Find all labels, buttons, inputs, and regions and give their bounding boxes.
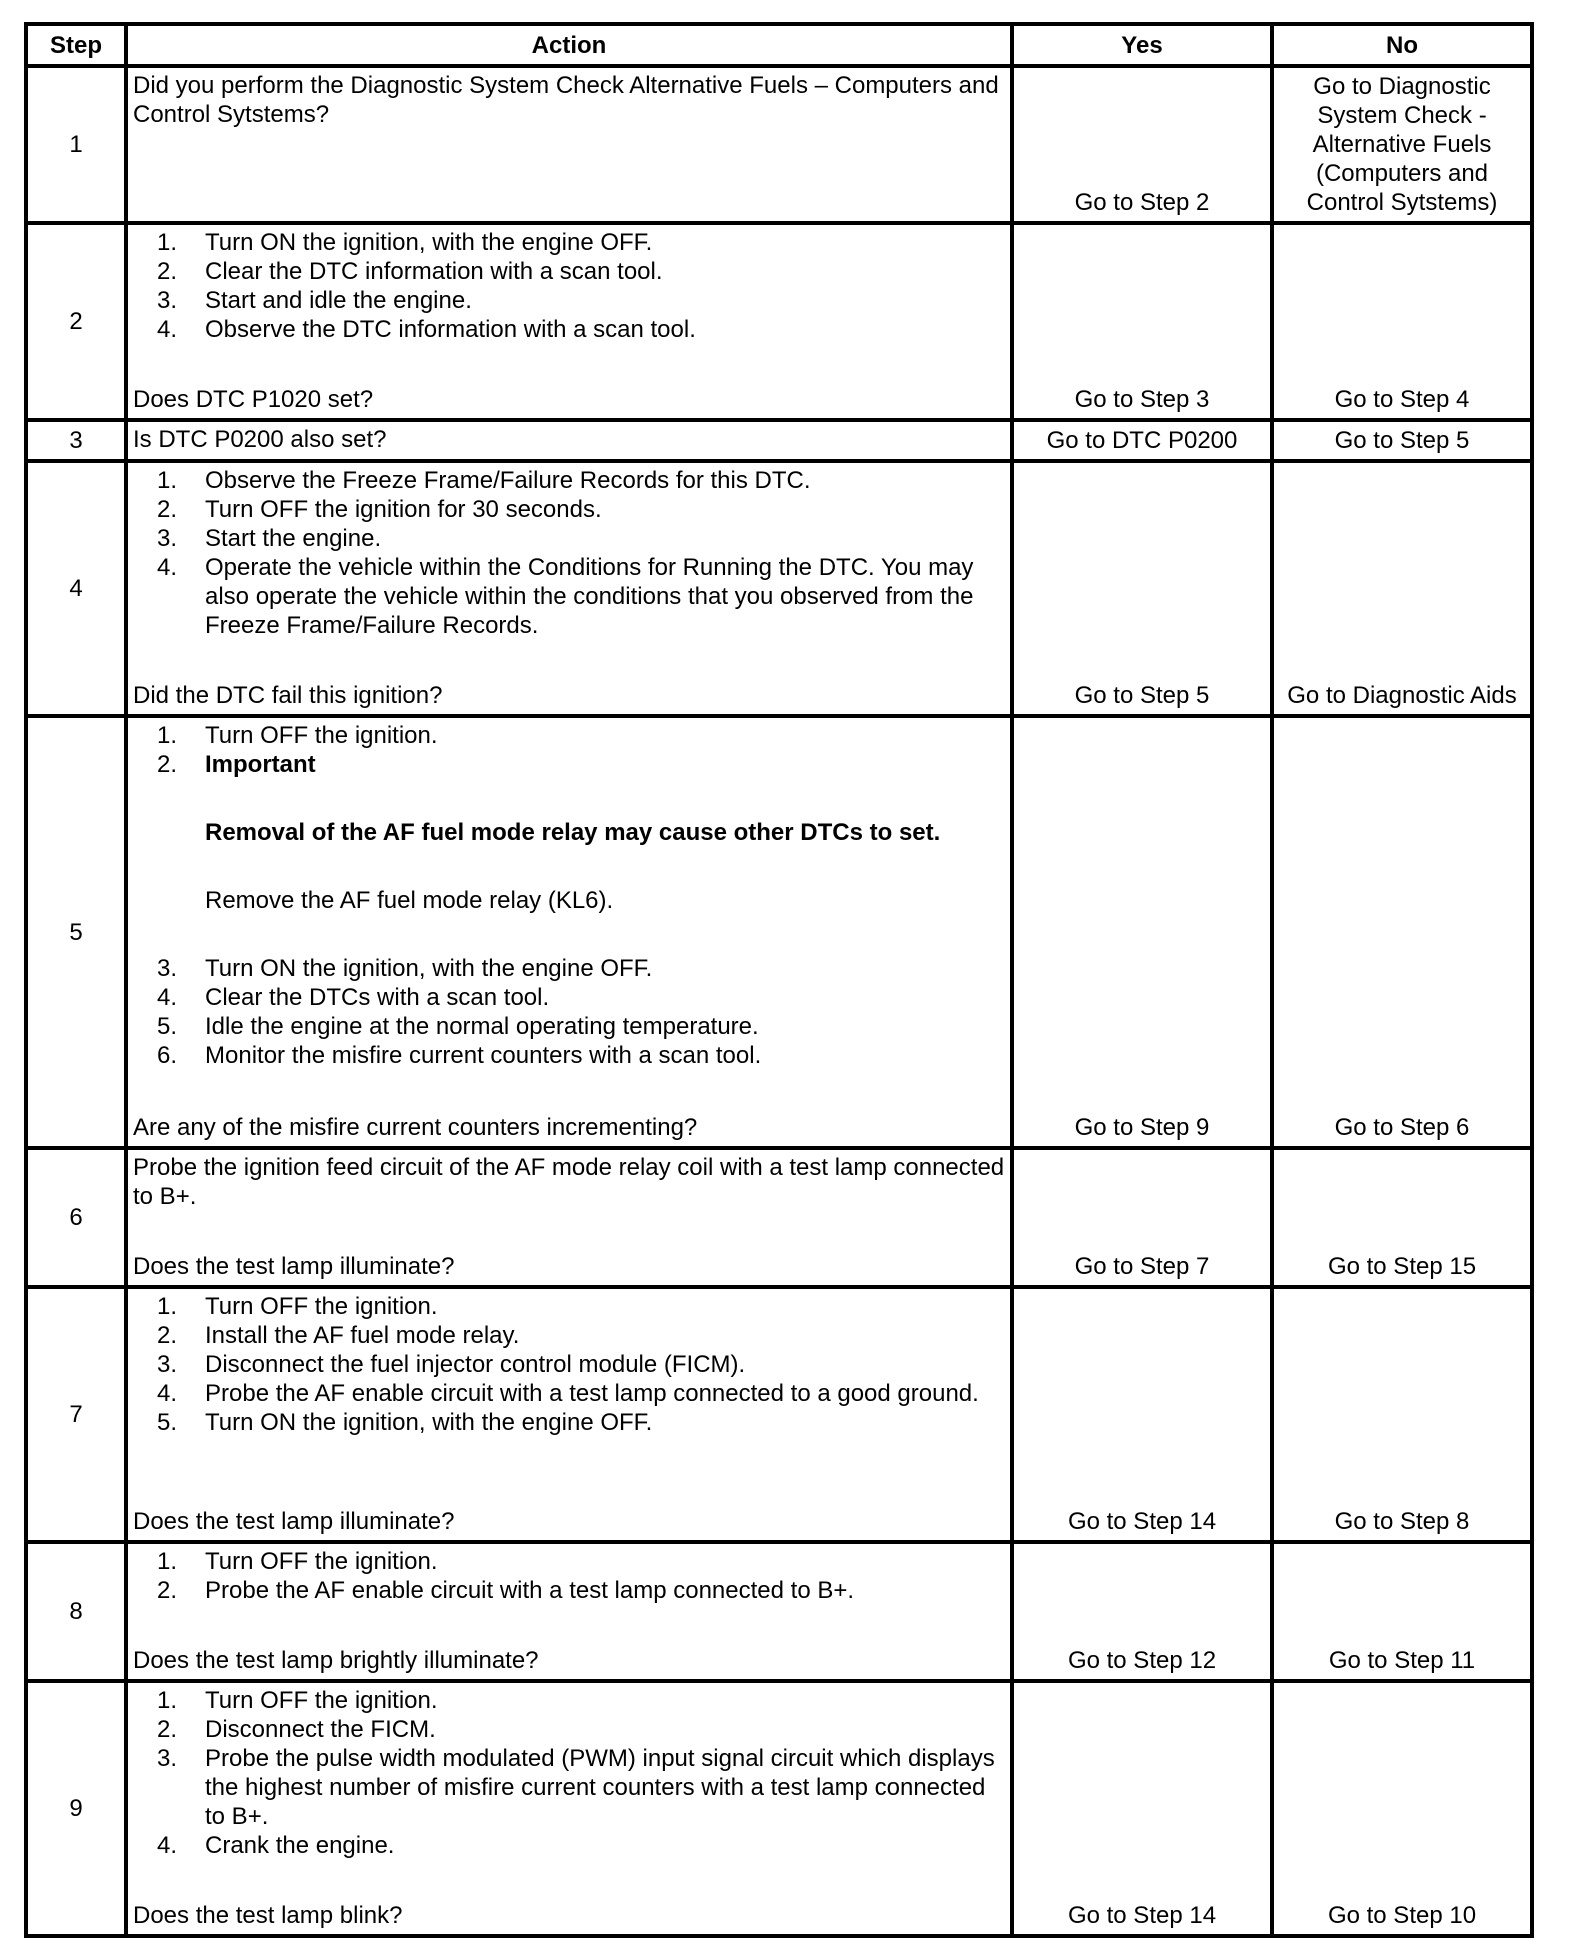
action-step: 2. Probe the AF enable circuit with a test lamp connected to B+.	[156, 1577, 855, 1604]
action-question: Does the test lamp illuminate?	[133, 1253, 455, 1280]
action-cell	[126, 66, 1012, 223]
action-cell	[126, 1148, 1012, 1287]
action-step: 4. Operate the vehicle within the Conditions for Running the DTC. You may also operate the vehicle within the conditions that you observed from the Freeze Frame/Failure Records.	[156, 554, 974, 639]
yes-cell: Go to Step 12	[1012, 1542, 1272, 1681]
action-intro: Probe the ignition feed circuit of the AF mode relay coil with a test lamp connected to B+.	[133, 1154, 1005, 1210]
action-question: Are any of the misfire current counters incrementing?	[133, 1114, 698, 1141]
action-step: 2. Clear the DTC information with a scan tool.	[156, 258, 663, 285]
header-no: No	[1272, 24, 1532, 66]
no-cell: Go to Diagnostic System Check - Alternative Fuels (Computers and Control Sytstems)	[1272, 66, 1532, 223]
action-step: 1. Turn OFF the ignition.	[156, 1548, 438, 1575]
step-number: 1	[26, 66, 126, 223]
action-step: 4. Probe the AF enable circuit with a test lamp connected to a good ground.	[156, 1380, 979, 1407]
action-step: 3. Start the engine.	[156, 525, 382, 552]
no-cell: Go to Step 4	[1272, 223, 1532, 420]
table-row	[26, 66, 1532, 223]
important-note: Removal of the AF fuel mode relay may cause other DTCs to set.	[205, 819, 941, 846]
header-row	[26, 24, 1532, 66]
action-step: 5. Idle the engine at the normal operating temperature.	[156, 1013, 759, 1040]
action-step: 2. Turn OFF the ignition for 30 seconds.	[156, 496, 602, 523]
action-step: 3. Disconnect the fuel injector control module (FICM).	[156, 1351, 746, 1378]
action-cell	[126, 223, 1012, 420]
table-row	[26, 1148, 1532, 1287]
action-step: 3. Probe the pulse width modulated (PWM) input signal circuit which displays the highest number of misfire current counters with a test lamp connected to B+.	[156, 1745, 995, 1830]
action-cell	[126, 420, 1012, 461]
step-number: 6	[26, 1148, 126, 1287]
step-number: 8	[26, 1542, 126, 1681]
yes-cell: Go to Step 5	[1012, 461, 1272, 716]
action-question: Does DTC P1020 set?	[133, 386, 374, 413]
action-step: 6. Monitor the misfire current counters with a scan tool.	[156, 1042, 762, 1069]
table-row	[26, 420, 1532, 461]
action-question: Is DTC P0200 also set?	[133, 426, 387, 453]
yes-cell: Go to Step 2	[1012, 66, 1272, 223]
action-step: 1. Turn OFF the ignition.	[156, 1293, 438, 1320]
action-step: 2. Important Removal of the AF fuel mode relay may cause other DTCs to set. Remove the AF fuel mode relay (KL6).	[133, 750, 1006, 954]
diagnostic-table	[24, 22, 1534, 1938]
action-step: 1. Observe the Freeze Frame/Failure Records for this DTC.	[156, 467, 811, 494]
yes-cell: Go to Step 14	[1012, 1681, 1272, 1936]
action-question: Did the DTC fail this ignition?	[133, 682, 443, 709]
yes-cell: Go to DTC P0200	[1012, 420, 1272, 461]
table-row	[26, 223, 1532, 420]
no-cell: Go to Diagnostic Aids	[1272, 461, 1532, 716]
action-cell	[126, 1542, 1012, 1681]
header-action: Action	[126, 24, 1012, 66]
no-cell: Go to Step 8	[1272, 1287, 1532, 1542]
action-question: Does the test lamp illuminate?	[133, 1508, 455, 1535]
action-step: 4. Clear the DTCs with a scan tool.	[156, 984, 550, 1011]
action-steps	[133, 228, 1006, 344]
action-steps	[133, 721, 1006, 1070]
action-steps	[133, 466, 1006, 640]
yes-cell: Go to Step 3	[1012, 223, 1272, 420]
yes-cell: Go to Step 14	[1012, 1287, 1272, 1542]
action-step: 2. Disconnect the FICM.	[156, 1716, 436, 1743]
table-row	[26, 1681, 1532, 1936]
step-number: 3	[26, 420, 126, 461]
table-row	[26, 716, 1532, 1148]
no-cell: Go to Step 6	[1272, 716, 1532, 1148]
action-steps	[133, 1547, 1006, 1605]
action-step: 4. Crank the engine.	[156, 1832, 395, 1859]
step-number: 5	[26, 716, 126, 1148]
yes-cell: Go to Step 9	[1012, 716, 1272, 1148]
action-step: 1. Turn OFF the ignition.	[156, 1687, 438, 1714]
table-row	[26, 1542, 1532, 1681]
step-number: 9	[26, 1681, 126, 1936]
action-steps	[133, 1292, 1006, 1437]
action-cell	[126, 1681, 1012, 1936]
action-cell	[126, 1287, 1012, 1542]
no-cell: Go to Step 10	[1272, 1681, 1532, 1936]
action-step: 3. Start and idle the engine.	[156, 287, 472, 314]
action-question: Does the test lamp blink?	[133, 1902, 403, 1929]
important-action: Remove the AF fuel mode relay (KL6).	[205, 887, 614, 914]
action-steps	[133, 1686, 1006, 1860]
yes-cell: Go to Step 7	[1012, 1148, 1272, 1287]
no-cell: Go to Step 15	[1272, 1148, 1532, 1287]
header-step: Step	[26, 24, 126, 66]
action-question: Does the test lamp brightly illuminate?	[133, 1647, 539, 1674]
important-label: Important	[205, 751, 316, 778]
action-step: 3. Turn ON the ignition, with the engine OFF.	[156, 955, 653, 982]
action-step: 5. Turn ON the ignition, with the engine OFF.	[156, 1409, 653, 1436]
action-cell	[126, 461, 1012, 716]
header-yes: Yes	[1012, 24, 1272, 66]
action-step: 1. Turn ON the ignition, with the engine OFF.	[156, 229, 653, 256]
action-step: 4. Observe the DTC information with a scan tool.	[156, 316, 696, 343]
table-row	[26, 1287, 1532, 1542]
step-number: 4	[26, 461, 126, 716]
table-row	[26, 461, 1532, 716]
step-number: 7	[26, 1287, 126, 1542]
step-number: 2	[26, 223, 126, 420]
action-step: 2. Install the AF fuel mode relay.	[156, 1322, 520, 1349]
action-step: 1. Turn OFF the ignition.	[156, 722, 438, 749]
action-question: Did you perform the Diagnostic System Check Alternative Fuels – Computers and Control Sytstems?	[133, 72, 999, 128]
no-cell: Go to Step 11	[1272, 1542, 1532, 1681]
action-cell	[126, 716, 1012, 1148]
no-cell: Go to Step 5	[1272, 420, 1532, 461]
